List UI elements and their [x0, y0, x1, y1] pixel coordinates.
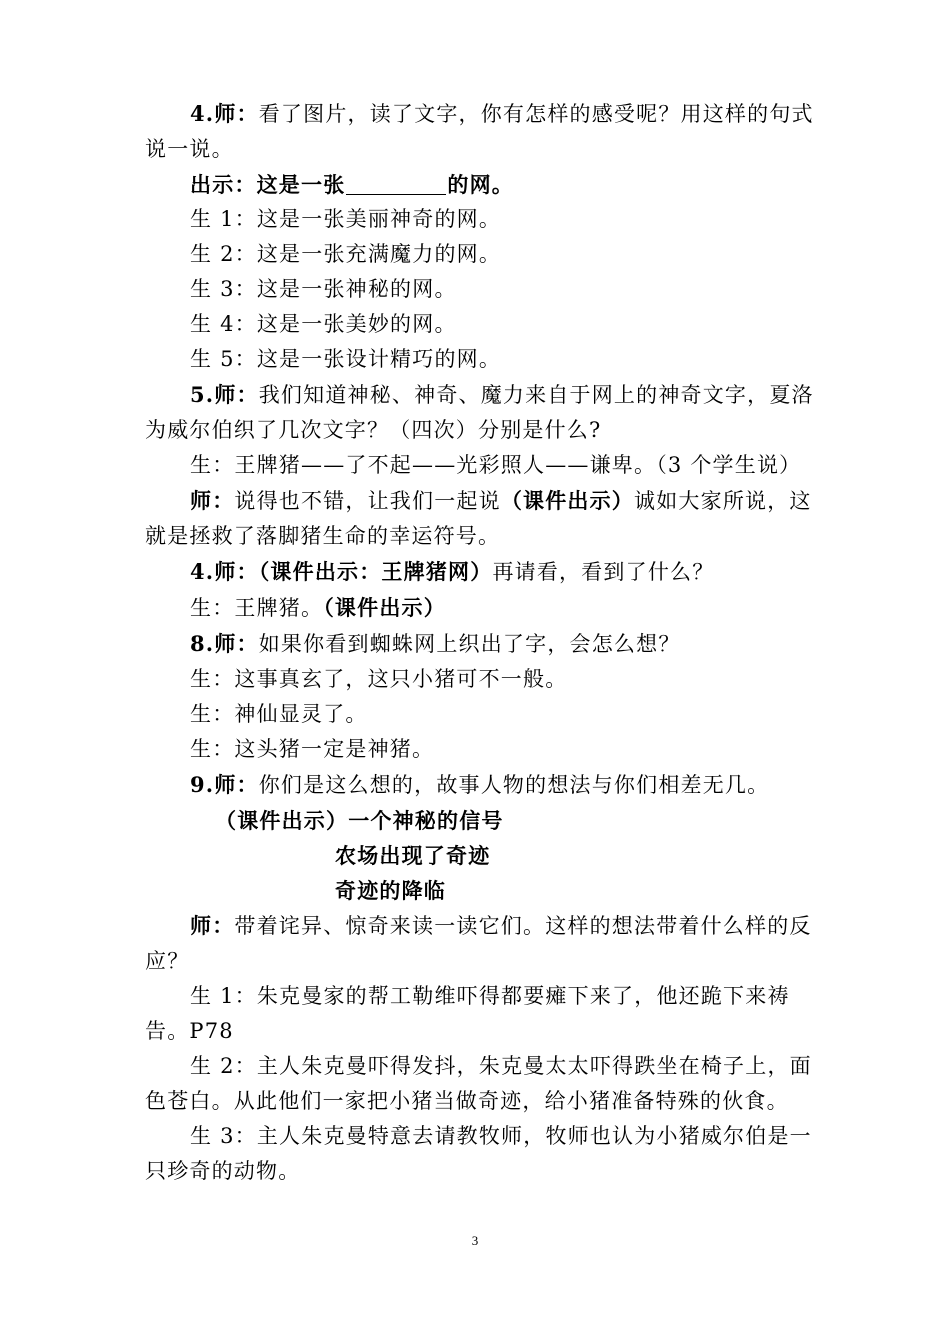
courseware-title-1: （课件出示）一个神秘的信号: [215, 808, 504, 833]
paragraph-text: 主人朱克曼吓得发抖，朱克曼太太吓得跌坐在椅子上，面色苍白。从此他们一家把小猪当做奇迹，给小猪准备特殊的伙食。: [145, 1054, 812, 1113]
paragraph-teacher-4b: [145, 554, 815, 590]
student-response-2: [145, 1049, 815, 1119]
paragraph-text: 带着诧异、惊奇来读一读它们。这样的想法带着什么样的反应？: [145, 914, 812, 973]
paragraph-text: 这是一张设计精巧的网。: [256, 347, 502, 371]
speaker-label: 生 5：: [190, 347, 257, 371]
courseware-title-2: 农场出现了奇迹: [335, 843, 491, 868]
student-answer-pig: [145, 590, 815, 626]
student-reaction-2: [145, 697, 815, 732]
paragraph-text: 这是一张神秘的网。: [256, 277, 457, 301]
paragraph-text: 主人朱克曼特意去请教牧师，牧师也认为小猪威尔伯是一只珍奇的动物。: [145, 1124, 812, 1183]
speaker-label: 生 3：: [190, 277, 257, 301]
paragraph-text: 朱克曼家的帮工勒维吓得都要瘫下来了，他还跪下来祷告。P78: [145, 984, 790, 1043]
paragraph-text: 看了图片，读了文字，你有怎样的感受呢？用这样的句式说一说。: [145, 102, 814, 161]
student-answer-2: [145, 237, 815, 272]
paragraph-text: 你们是这么想的，故事人物的想法与你们相差无几。: [258, 773, 770, 797]
speaker-label: 生：: [190, 737, 235, 761]
speaker-label: 生：: [190, 596, 235, 620]
student-answer-5: [145, 342, 815, 377]
speaker-label: 生 4：: [190, 312, 257, 336]
courseware-note: （课件出示）: [500, 488, 635, 513]
student-response-1: [145, 979, 815, 1049]
paragraph-teacher-summary: [145, 483, 815, 554]
paragraph-text: 这事真玄了，这只小猪可不一般。: [234, 667, 568, 691]
page-content: [145, 96, 815, 1189]
paragraph-teacher-read: [145, 908, 815, 979]
paragraph-text: 神仙显灵了。: [234, 702, 368, 726]
courseware-title-3: 奇迹的降临: [335, 878, 446, 903]
student-response-3: [145, 1119, 815, 1189]
paragraph-teacher-5: [145, 377, 815, 448]
speaker-label: 8.师：: [190, 631, 259, 656]
prompt-line: [145, 167, 815, 202]
fill-blank: [346, 172, 446, 195]
courseware-note: （课件出示）: [323, 595, 446, 620]
paragraph-text: 这是一张美妙的网。: [256, 312, 457, 336]
paragraph-teacher-8: [145, 626, 815, 662]
student-reaction-3: [145, 732, 815, 767]
speaker-label: 生：: [190, 667, 235, 691]
speaker-label: 生 2：: [190, 1054, 257, 1078]
paragraph-text: 王牌猪——了不起——光彩照人——谦卑。（3 个学生说）: [234, 453, 802, 477]
page-number: 3: [471, 1233, 479, 1248]
speaker-label: 生 1：: [190, 984, 257, 1008]
paragraph-teacher-9: [145, 767, 815, 803]
speaker-label: 生 1：: [190, 207, 257, 231]
student-answer-3: [145, 272, 815, 307]
speaker-label: 9.师：: [190, 772, 259, 797]
speaker-label: 生 2：: [190, 242, 257, 266]
student-answer-1: [145, 202, 815, 237]
speaker-label: 生：: [190, 702, 235, 726]
prompt-start: 出示：这是一张: [190, 172, 346, 197]
paragraph-text: 如果你看到蜘蛛网上织出了字，会怎么想？: [258, 632, 681, 656]
speaker-label: 4.师：: [190, 559, 259, 584]
paragraph-text: 王牌猪。: [234, 596, 324, 620]
speaker-label: 师：: [190, 488, 235, 513]
speaker-label: 生：: [190, 453, 235, 477]
paragraph-text: 我们知道神秘、神奇、魔力来自于网上的神奇文字，夏洛为威尔伯织了几次文字？（四次）分别是什么?: [145, 383, 814, 442]
paragraph-text: 这是一张美丽神奇的网。: [256, 207, 502, 231]
paragraph-text: 诚如大家所说，这就是拯救了落脚猪生命的幸运符号。: [145, 489, 812, 548]
speaker-label: 师：: [190, 913, 235, 938]
paragraph-1: [145, 96, 815, 167]
paragraph-text: 这头猪一定是神猪。: [234, 737, 435, 761]
paragraph-text: 这是一张充满魔力的网。: [256, 242, 502, 266]
paragraph-text: 说得也不错，让我们一起说: [234, 489, 501, 513]
student-answer-4: [145, 307, 815, 342]
paragraph-text: 再请看，看到了什么？: [492, 560, 715, 584]
student-reaction-1: [145, 662, 815, 697]
courseware-note: （课件出示：王牌猪网）: [258, 559, 493, 584]
prompt-end: 的网。: [447, 172, 515, 197]
student-answer-words: [145, 448, 815, 483]
speaker-label: 4.师：: [190, 101, 259, 126]
speaker-label: 生 3：: [190, 1124, 257, 1148]
speaker-label: 5.师：: [190, 382, 259, 407]
